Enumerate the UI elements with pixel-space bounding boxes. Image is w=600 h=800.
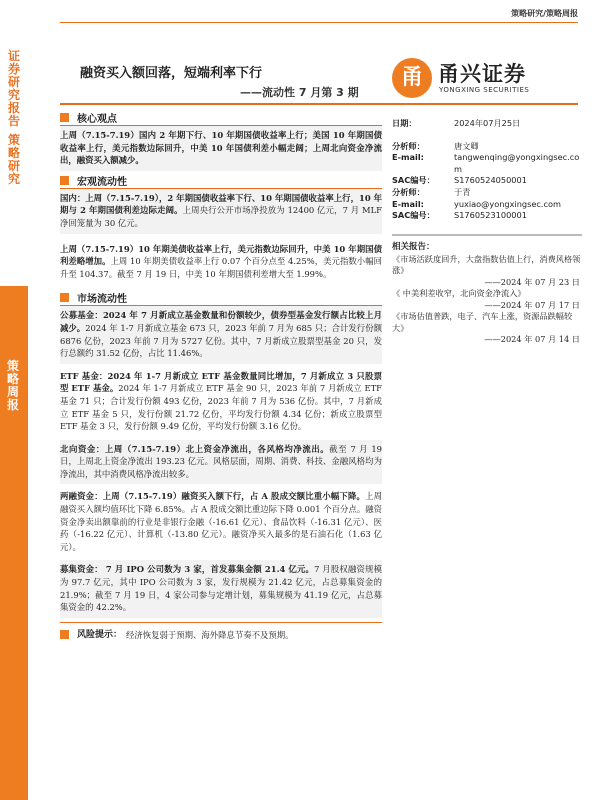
sidebar-top-label-2: 策略研究 <box>7 133 20 186</box>
market-etf-block <box>60 367 382 437</box>
header-tag: 策略研究/策略周报 <box>511 9 578 18</box>
sidebar-top <box>0 50 28 230</box>
related-report-date: ——2024 年 07 月 23 日 <box>484 276 580 287</box>
related-report-name[interactable]: 《市场活跃度回升，大盘指数估值上行，消费风格领涨》 <box>392 253 581 276</box>
analyst-email-1[interactable]: tangwenqing@yongxingsec.com <box>454 152 580 174</box>
market-margin-bold: 两融资金：上周（7.15-7.19）融资买入额下行，占 A 股成交额比重小幅下降。 <box>60 491 366 502</box>
title-divider <box>60 103 578 105</box>
analyst-name-2: 于青 <box>454 186 471 197</box>
logo-mark-icon: 甬 <box>392 58 432 98</box>
market-ipo-block <box>60 560 382 617</box>
market-etf-text: 2024 年 1-7 月新成立 ETF 基金 90 只，2023 年前 7 月新成立 ETF 基金 71 只；合计发行份额 493 亿份，2023 年前 7 月为 536 亿份。其中，7 月新成立 ETF 基金 5 只，发行份额 21.72 亿份，平均发行份额 4.34 亿份；新成立股票型 ETF 基金 3 只，发行份额 9.49 亿份，平均发行份额 3.16 亿份。 <box>60 383 382 432</box>
market-ipo-bold: 募集资金： 7 月 IPO 公司数为 3 家，首发募集金额 21.4 亿元。 <box>60 564 315 575</box>
analyst-email-2[interactable]: yuxiao@yongxingsec.com <box>454 198 562 209</box>
related-report-date: ——2024 年 07 月 14 日 <box>484 334 580 345</box>
email-row-2: E-mail: yuxiao@yongxingsec.com <box>392 199 582 211</box>
risk-warning <box>60 622 382 641</box>
macro-domestic-block <box>60 189 382 234</box>
analyst-row-2: 分析师： 于青 <box>392 187 582 199</box>
section-square-icon <box>60 113 69 122</box>
report-date: 2024年07月25日 <box>454 118 521 128</box>
section-title-core: 核心观点 <box>77 114 117 125</box>
sidebar-bar-label: 策略周报 <box>7 359 20 412</box>
email-row-1: E-mail: tangwenqing@yongxingsec.com <box>392 152 582 175</box>
sac-row-1: SAC编号： S1760524050001 <box>392 175 582 187</box>
risk-text: 经济恢复弱于预期、海外降息节奏不及预期。 <box>126 629 294 640</box>
market-etf-bold: ETF 基金：2024 年 1-7 月新成立 ETF 基金数量同比增加，7 月新成立 3 只股票型 ETF 基金。 <box>60 370 382 394</box>
section-title-market: 市场流动性 <box>77 294 127 306</box>
market-margin-text: 上周融资买入额均值环比下降 6.85%。占 A 股成交额比重边际下降 0.001 个百分点。融资资金净卖出额靠前的行业是非银行金融（-16.61 亿元）、食品饮料（-16.31 亿元）、医药（-16.22 亿元）、计算机（-13.80 亿元）。融资净买入最多的是石油石化（1.63 亿元）。 <box>60 491 383 552</box>
section-header-macro <box>60 173 382 189</box>
report-title: 融资买入额回落，短端利率下行 <box>80 66 263 81</box>
market-north-block <box>60 440 382 485</box>
market-ipo-text: 7 月股权融资规模为 97.7 亿元，其中 IPO 公司数为 3 家，发行规模为 21.42 亿元，占总募集资金的 21.9%；截至 7 月 19 日，4 家公司参与定增计划，募集规模为 41.19 亿元，占总募集资金的 42.2%。 <box>60 564 382 613</box>
macro-us-text: 上周 10 年期美债收益率上行 0.07 个百分点至 4.25%，美元指数小幅回升至 104.37。截至 7 月 19 日，中美 10 年期国债利差增大至 1.99%。 <box>60 256 383 279</box>
sidebar-top-label-1: 证券研究报告 <box>7 49 20 128</box>
sac-row-2: SAC编号： S1760523100001 <box>392 210 582 222</box>
header-divider <box>60 22 578 23</box>
report-subtitle: ——流动性 7 月第 3 期 <box>240 86 359 99</box>
market-north-text: 截至 7 月 19 日，上周北上资金净流出 193.23 亿元。风格层面，周期、消费、科技、金融风格均为净流出，其中消费风格净流出较多。 <box>60 443 382 479</box>
market-fund-block <box>60 306 382 363</box>
related-report-date: ——2024 年 07 月 17 日 <box>484 299 580 310</box>
section-square-icon <box>60 293 69 302</box>
company-logo <box>392 58 582 100</box>
risk-label: 风险提示： <box>77 629 123 640</box>
side-info-panel <box>392 118 582 346</box>
market-north-bold: 北向资金：上周（7.15-7.19）北上资金净流出，各风格均净流出。 <box>60 443 330 454</box>
core-block <box>60 126 382 171</box>
related-reports <box>392 234 582 346</box>
sac-number-1: S1760524050001 <box>454 175 527 186</box>
section-header-core <box>60 110 382 126</box>
section-title-macro: 宏观流动性 <box>77 176 127 188</box>
macro-us-bold: 上周（7.15-7.19）10 年期美债收益率上行，美元指数边际回升，中美 10 年期国债利差略增加。 <box>60 243 382 267</box>
logo-name-en: YONGXING SECURITIES <box>439 86 530 94</box>
market-fund-bold: 公募基金：2024 年 7 月新成立基金数量和份额较少，债券型基金发行额占比较上月减少。 <box>60 310 382 333</box>
market-margin-block <box>60 487 382 557</box>
main-content <box>60 108 382 641</box>
analyst-name-1: 唐文卿 <box>454 140 479 151</box>
section-header-market <box>60 290 382 306</box>
related-report-name[interactable]: 《 中美利差收窄，北向资金净流入》 <box>392 288 526 299</box>
macro-us-block <box>60 240 382 285</box>
risk-square-icon <box>60 630 69 639</box>
macro-domestic-text: 上周央行公开市场净投放为 12400 亿元，7 月 MLF 净回笼量为 30 亿元。 <box>60 205 382 228</box>
macro-domestic-bold: 国内：上周（7.15-7.19），2 年期国债收益率下行、10 年期国债收益率上行，10 年期与 2 年期国债利差边际走阔。 <box>60 192 382 216</box>
core-text: 上周（7.15-7.19）国内 2 年期下行、10 年期国债收益率上行；美国 10 年期国债收益率上行，美元指数边际回升，中美 10 年国债利差小幅走阔；上周北向资金净流出，融资买入额减少。 <box>60 130 382 166</box>
related-report-name[interactable]: 《市场估值普跌，电子、汽车上涨，资源品跌幅较大》 <box>392 311 573 333</box>
analyst-row-1: 分析师： 唐文卿 <box>392 141 582 153</box>
market-fund-text: 2024 年 1-7 月新成立基金 673 只，2023 年前 7 月为 685 只；合计发行份额 6876 亿份，2023 年前 7 月为 5727 亿份。其中，7 月新成立股票型基金 20 只，发行总额约 31.52 亿份，占比 11.46%。 <box>60 322 382 359</box>
logo-name-cn: 甬兴证券 <box>438 62 526 86</box>
sac-number-2: S1760523100001 <box>454 210 527 221</box>
section-square-icon <box>60 176 69 185</box>
date-row: 日期： 2024年07月25日 <box>392 118 582 130</box>
related-title: 相关报告： <box>392 241 435 252</box>
